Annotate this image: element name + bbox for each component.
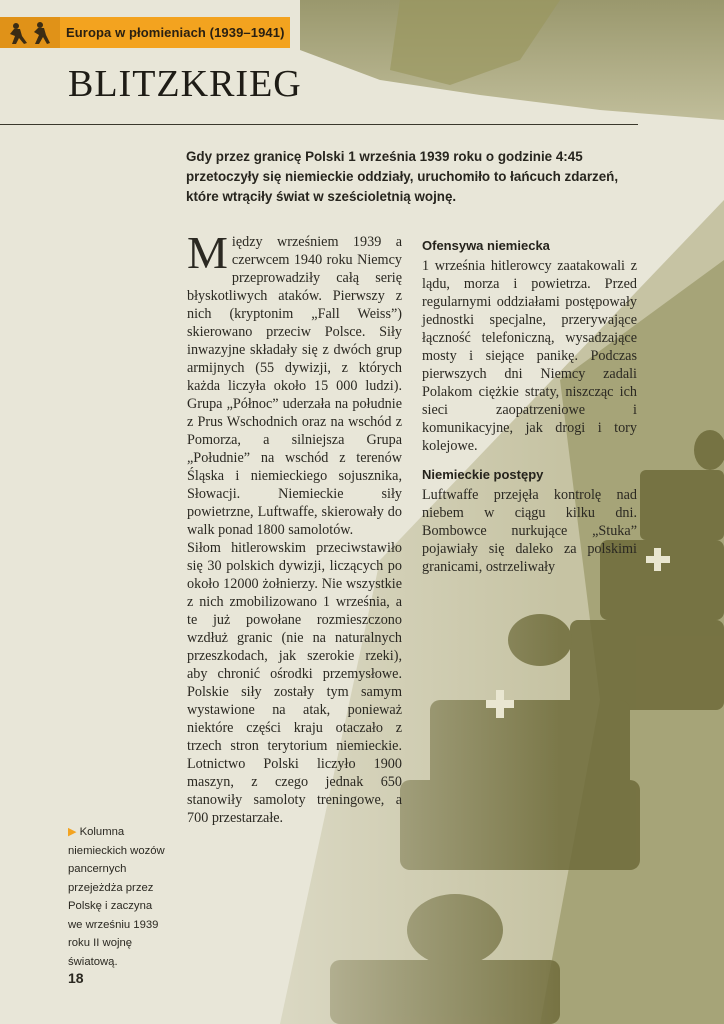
left-text-column [187, 227, 402, 827]
triangle-right-icon: ▶ [68, 826, 77, 838]
body-paragraph: 1 września hitlerowcy zaatakowali z lądu, morza i powietrza. Przed regularnymi oddziałami postępowały jednostki specjalne, przerywające łączność telefoniczną, wysadzające mosty i siejące panikę. Podczas pierwszych dni Niemcy zadali Polakom ciężkie straty, niszcząc ich sieci zaopatrzeniowe i komunikacyjne, jak drogi i tory kolejowe. [422, 258, 637, 454]
lead-paragraph: Gdy przez granicę Polski 1 września 1939 roku o godzinie 4:45 przetoczyły się niemieckie oddziały, uruchomiło to łańcuch zdarzeń, które wtrąciły świat w sześcioletnią wojnę. [186, 149, 619, 204]
photo-caption [68, 823, 166, 971]
section-tag-label: Europa w płomieniach (1939–1941) [66, 25, 285, 40]
body-paragraph: Luftwaffe przejęła kontrolę nad niebem w ciągu kilku dni. Bombowce nurkujące „Stuka” pojawiały się daleko za polskimi granicami, ostrzeliwały [422, 487, 637, 575]
soldiers-running-icon [0, 17, 60, 48]
page-number: 18 [68, 970, 84, 986]
right-text-column [422, 238, 637, 576]
caption-text: Kolumna niemieckich wozów pancernych przejeżdża przez Polskę i zaczyna we wrześniu 1939 roku II wojnę światową. [68, 826, 165, 968]
subheading-offensive: Ofensywa niemiecka [422, 238, 550, 253]
title-divider [0, 124, 638, 125]
body-paragraph: Siłom hitlerowskim przeciwstawiło się 30 polskich dywizji, liczących po około 12000 żołnierzy. Nie wszystkie z nich zmobilizowano 1 września, a te już powołane rozmieszczono wzdłuż granic (nie na naturalnych przeszkodach, jak szerokie rzeki), aby chronić ośrodki przemysłowe. Polskie siły zostały tym samym wystawione na atak, ponieważ niektóre części kraju otaczało z trzech stron terytorium niemieckie. Lotnictwo Polski liczyło 1900 maszyn, z czego jednak 650 stanowiły samoloty treningowe, a 700 przestarzałe. [187, 540, 402, 826]
drop-cap: M [187, 227, 228, 278]
section-tag [0, 17, 290, 48]
page-title: BLITZKRIEG [68, 63, 302, 105]
body-paragraph [187, 227, 402, 539]
subheading-progress: Niemieckie postępy [422, 467, 544, 482]
paragraph-text: iędzy wrześniem 1939 a czerwcem 1940 roku Niemcy przeprowadziły całą serię błyskotliwych ataków. Pierwszy z nich (kryptonim „Fall Weiss”) skierowano przeciw Polsce. Siły inwazyjne składały się z dwóch grup armijnych (55 dywizji, z których każda liczyła około 15 000 ludzi). Grupa „Północ” uderzała na południe z Prus Wschodnich oraz na wschód z Pomorza, a silniejsza Grupa „Południe” na wschód z terenów Śląska i niemieckiego sojusznika, Słowacji. Niemieckie siły powietrzne, Luftwaffe, skierowały do walk ponad 1800 samolotów. [187, 234, 402, 538]
